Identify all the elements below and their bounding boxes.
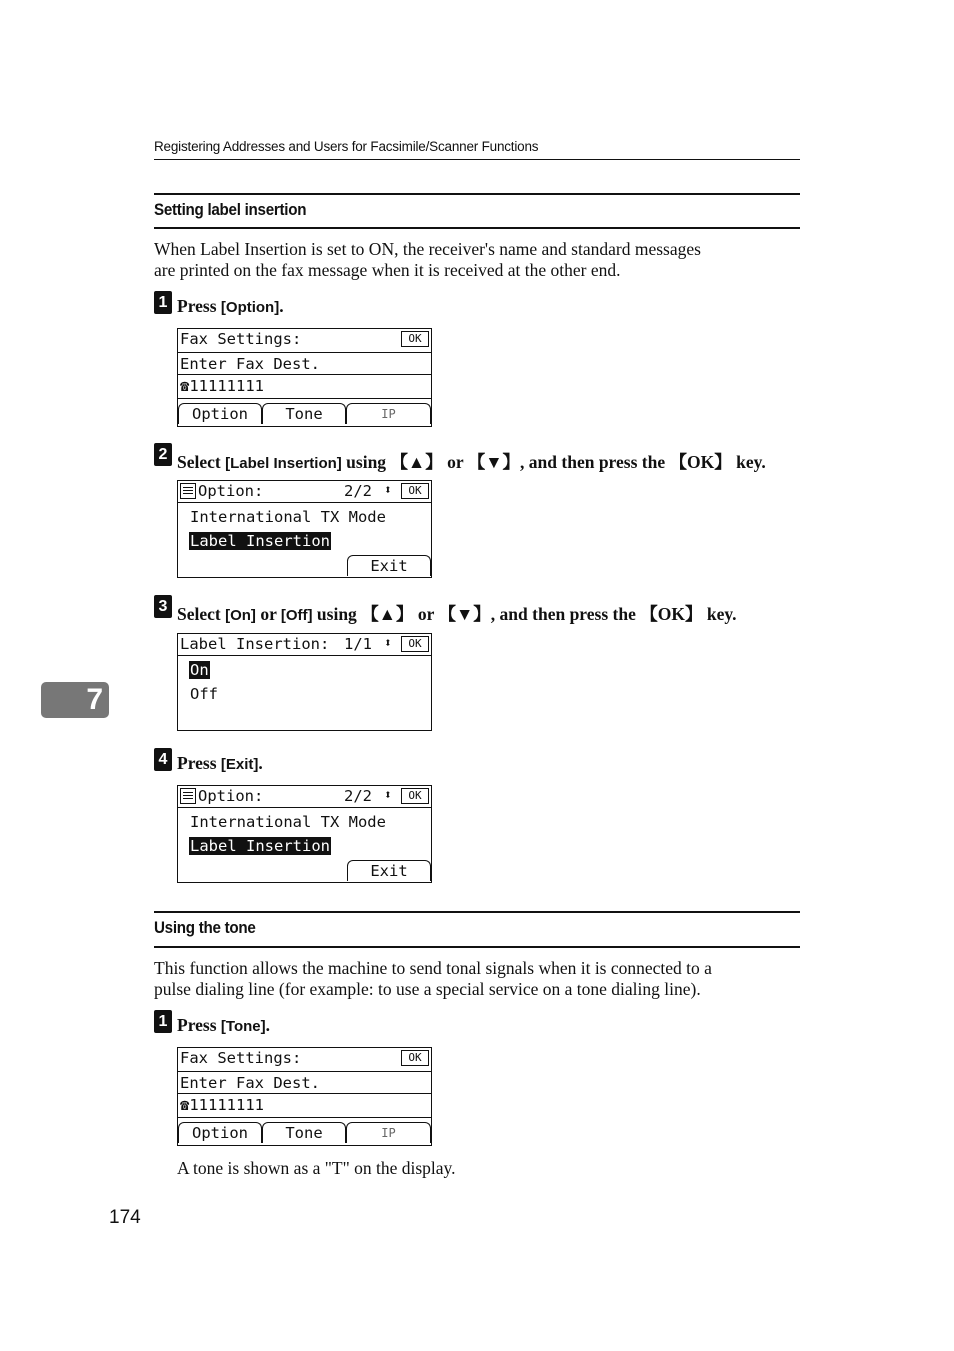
phone-icon: ☎ <box>180 377 190 395</box>
intro-line: This function allows the machine to send tonal signals when it is connected to a <box>154 958 712 978</box>
menu-item-selected: Label Insertion <box>190 837 330 855</box>
ok-key-icon: OK <box>401 1050 429 1066</box>
step-number: 1 <box>154 1010 172 1033</box>
up-key: 【▲】 <box>361 604 414 624</box>
option-on-selected: On <box>190 661 209 679</box>
note: A tone is shown as a "T" on the display. <box>177 1158 456 1178</box>
down-key: 【▼】 <box>438 604 491 624</box>
chapter-tab: 7 <box>41 682 109 718</box>
section-rule-bottom <box>154 946 800 948</box>
option-off: Off <box>190 685 218 703</box>
lcd-prompt: Enter Fax Dest. <box>180 1074 320 1092</box>
step-number: 4 <box>154 748 172 771</box>
up-down-arrows-icon: ⬍ <box>384 483 392 498</box>
running-header: Registering Addresses and Users for Facsimile/Scanner Functions <box>154 139 539 154</box>
step-number: 2 <box>154 443 172 466</box>
page-number: 174 <box>109 1207 141 1228</box>
up-key: 【▲】 <box>390 452 443 472</box>
section-intro <box>154 958 804 1000</box>
down-key: 【▼】 <box>467 452 521 472</box>
ok-key-icon: OK <box>401 788 429 804</box>
up-down-arrows-icon: ⬍ <box>384 788 392 803</box>
step-instruction: Press [Option]. <box>177 296 284 316</box>
lcd-title: Fax Settings: <box>180 1049 302 1067</box>
lcd-page: 2/2 <box>344 482 372 500</box>
phone-icon: ☎ <box>180 1096 190 1114</box>
lcd-page: 1/1 <box>344 635 372 653</box>
lcd-destination: ☎11111111 <box>180 1096 264 1114</box>
lcd-title: Fax Settings: <box>180 330 302 348</box>
intro-line: are printed on the fax message when it is received at the other end. <box>154 260 621 280</box>
section-rule-bottom <box>154 227 800 229</box>
menu-icon <box>180 483 196 499</box>
softkey-tone: Tone <box>262 1122 346 1143</box>
lcd-destination: ☎11111111 <box>180 377 264 395</box>
step-instruction: Press [Exit]. <box>177 753 263 773</box>
lcd-title: Label Insertion: <box>180 635 330 653</box>
softkey-exit: Exit <box>347 860 431 881</box>
section-intro <box>154 239 804 281</box>
lcd-option-menu <box>177 480 432 578</box>
softkey-exit: Exit <box>347 555 431 576</box>
lcd-option-menu <box>177 785 432 883</box>
step-instruction: Select [Label Insertion] using 【▲】 or 【▼】, and then press the 【OK】 key. <box>177 452 766 472</box>
step-number: 1 <box>154 291 172 314</box>
ok-key-icon: OK <box>401 636 429 652</box>
softkey-tone: Tone <box>262 403 346 424</box>
intro-line: pulse dialing line (for example: to use a special service on a tone dialing line). <box>154 979 701 999</box>
header-rule <box>154 159 800 160</box>
ok-key-icon: OK <box>401 483 429 499</box>
lcd-prompt: Enter Fax Dest. <box>180 355 320 373</box>
step-number: 3 <box>154 595 172 618</box>
softkey-ip: IP <box>346 403 431 424</box>
lcd-title: Option: <box>198 482 264 500</box>
section-title: Setting label insertion <box>154 201 307 219</box>
ok-key-icon: OK <box>401 331 429 347</box>
menu-item-selected: Label Insertion <box>190 532 330 550</box>
lcd-label-insertion <box>177 633 432 731</box>
menu-icon <box>180 788 196 804</box>
up-down-arrows-icon: ⬍ <box>384 636 392 651</box>
menu-item: International TX Mode <box>190 508 386 526</box>
lcd-fax-settings <box>177 328 432 427</box>
section-rule-top <box>154 911 800 913</box>
ok-key: 【OK】 <box>669 452 732 472</box>
softkey-option: Option <box>178 1122 262 1143</box>
lcd-page: 2/2 <box>344 787 372 805</box>
section-rule-top <box>154 193 800 195</box>
step-instruction: Press [Tone]. <box>177 1015 270 1035</box>
step-instruction: Select [On] or [Off] using 【▲】 or 【▼】, and then press the 【OK】 key. <box>177 604 737 624</box>
menu-item: International TX Mode <box>190 813 386 831</box>
ok-key: 【OK】 <box>640 604 703 624</box>
softkey-ip: IP <box>346 1122 431 1143</box>
softkey-option: Option <box>178 403 262 424</box>
lcd-title: Option: <box>198 787 264 805</box>
lcd-fax-settings <box>177 1047 432 1146</box>
section-title: Using the tone <box>154 919 256 937</box>
intro-line: When Label Insertion is set to ON, the receiver's name and standard messages <box>154 239 701 259</box>
